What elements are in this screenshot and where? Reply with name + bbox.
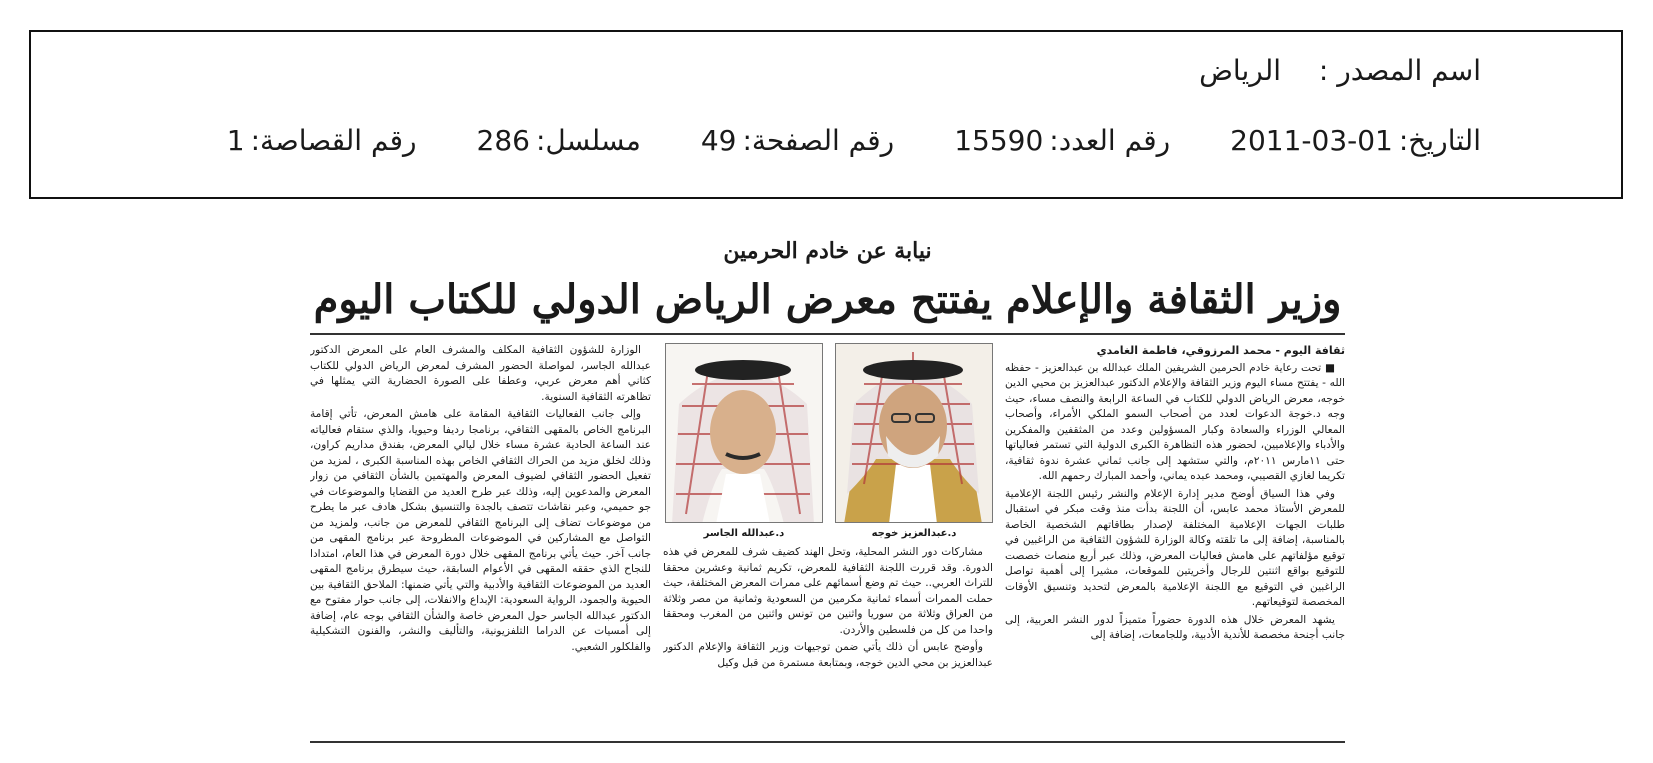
portrait-photo-jasser bbox=[665, 343, 823, 523]
paragraph: الوزارة للشؤون الثقافية المكلف والمشرف العام على المعرض الدكتور عبدالله الجاسر، لمواصلة الحضور المشرف لمعرض الرياض الدولي للكتاب كثاني أهم معرض عربي، وعطفا على الصورة الحضارية التي يمثلها في تظاهرته الثقافية السنوية. bbox=[310, 344, 651, 403]
paragraph: وإلى جانب الفعاليات الثقافية المقامة على هامش المعرض، تأتي إقامة البرنامج الخاص بالمقهى الثقافي، برنامجا رديفا وحيويا، والذي ستقام فعالياته عند الساعة الحادية عشرة مساء خلال ليالي المعرض، بفندق مداريم كراون، وذلك لخلق مزيد من الحراك الثقافي الخاص بهذه المناسبة الكبرى ، لمزيد من تفعيل الحضور الثقافي لضيوف المعرض والمهتمين بالشأن الثقافي من زوار المعرض والمدعوين إليه، وذلك عبر طرح العديد من القضايا والموضوعات في جو حميمي، وعبر نقاشات تتصف بالجدة والتنسيق بشكل هادف عبر ما يطرح من موضوعات تضاف إلى البرنامج الثقافي للمعرض من جانب، ولمزيد من التواصل مع المشاركين في الموضوعات المطروحة عبر برنامج المقهى من جانب آخر. حيث يأتي برنامج المقهى خلال دورة المعرض في هذا العام، امتدادا للنجاح الذي حققه المقهى في الأعوام السابقة، حيث سيطرق برنامج المقهى العديد من الموضوعات الثقافية والأدبية والتي يأتي ضمنها: الملاحق الثقافية بين الحيوية والجمود، الرواية السعودية: الإبداع والانفلات، إلى جانب حوار مفتوح مع الدكتور عبدالله الجاسر حول المعرض خاصة والشأن الثقافي بوجه عام، إضافة إلى أمسيات عن الدراما التلفزيونية، والتأليف والنشر، والفنون التشكيلية والفلكلور الشعبي. bbox=[310, 408, 651, 653]
page-label: رقم الصفحة: bbox=[742, 124, 895, 157]
paragraph: ■ تحت رعاية خادم الحرمين الشريفين الملك عبدالله بن عبدالعزيز - حفظه الله - يفتتح مساء اليوم وزير الثقافة والإعلام الدكتور عبدالعزيز بن محيي الدين خوجه، معرض الرياض الدولي للكتاب في الساعة الرابعة والنصف مساء، حيث وجه د.خوجة الدعوات لعدد من أصحاب السمو الملكي الأمراء، وأصحاب المعالي الوزراء والسعادة وكبار المسؤولين وعدد من المثقفين والمفكرين والأدباء والإعلاميين، لحضور هذه التظاهرة الكبرى الدولية التي تستمر فعالياتها حتى ١١مارس ٢٠١١م، والتي ستشهد إلى جانب ثماني عشرة ندوة ثقافية، تكريما لغازي القصيبي، ومحمد عبده يماني، وأحمد المبارك رحمهم الله. bbox=[1005, 361, 1345, 482]
date-pair bbox=[1230, 124, 1481, 157]
issue-value: 15590 bbox=[954, 124, 1044, 157]
page-value: 49 bbox=[700, 124, 737, 157]
photo-caption-khoja: د.عبدالعزيز خوجه bbox=[871, 528, 957, 539]
source-metadata-box bbox=[29, 30, 1623, 199]
metadata-line bbox=[227, 124, 1481, 157]
paragraph: وفي هذا السياق أوضح مدير إدارة الإعلام والنشر رئيس اللجنة الإعلامية للمعرض الأستاذ محمد عابس، أن اللجنة بدأت منذ وقت مبكر في استقبال طلبات الجهات الإعلامية المختلفة لإصدار بطاقاتهم الشخصية الخاصة بالمناسبة، إضافة إلى ما تلقته وكالة الوزارة للشؤون الثقافية من الراغبين في توقيع مؤلفاتهم على هامش فعاليات المعرض، وذلك عبر أربع منصات خصصت للتوقيع بواقع اثنتين للرجال وأخريتين للموقعات، مشيرا إلى أهمية تواصل الراغبين في التوقيع مع اللجنة الإعلامية بالمعرض لتحديد وتنسيق الأوقات المخصصة لتوقيعاتهم. bbox=[1005, 487, 1345, 608]
headline-divider bbox=[310, 333, 1345, 335]
source-line bbox=[1199, 54, 1481, 87]
portrait-jasser-image bbox=[665, 344, 822, 523]
article-column-left bbox=[310, 343, 651, 738]
paragraph: وأوضح عابس أن ذلك يأتي ضمن توجيهات وزير الثقافة والإعلام الدكتور عبدالعزيز بن محي الدين خوجه، وبمتابعة مستمرة من قبل وكيل bbox=[663, 641, 993, 669]
paragraph: يشهد المعرض خلال هذه الدورة حضوراً متميزاً لدور النشر العربية، إلى جانب أجنحة مخصصة للأندية الأدبية، وللجامعات، إضافة إلى bbox=[1005, 613, 1345, 641]
article-kicker: نيابة عن خادم الحرمين bbox=[723, 238, 932, 264]
portrait-photo-khoja bbox=[835, 343, 993, 523]
serial-value: 286 bbox=[476, 124, 530, 157]
photo-caption-jasser: د.عبدالله الجاسر bbox=[703, 528, 785, 539]
issue-label: رقم العدد: bbox=[1049, 124, 1171, 157]
article-column-middle bbox=[663, 343, 993, 738]
clip-pair bbox=[227, 124, 417, 157]
newspaper-clipping bbox=[310, 238, 1345, 753]
page-pair bbox=[701, 124, 894, 157]
source-label: اسم المصدر : bbox=[1318, 54, 1481, 87]
paragraph: مشاركات دور النشر المحلية، وتحل الهند كضيف شرف للمعرض في هذه الدورة. وقد قررت اللجنة الثقافية للمعرض، تكريم ثمانية وعشرين محققا للتراث العربي.. حيث تم وضع أسمائهم على ممرات المعرض المختلفة، حيث حملت الممرات أسماء ثمانية مكرمين من السعودية وثمانية من مصر وثلاثة من العراق وثلاثة من سوريا واثنين من تونس واثنين من المغرب ومحققا واحدا من كل من فلسطين والأردن. bbox=[663, 546, 993, 636]
bottom-divider bbox=[310, 741, 1345, 743]
date-value: 2011-03-01 bbox=[1230, 124, 1393, 157]
photo-group bbox=[663, 343, 993, 543]
serial-label: مسلسل: bbox=[535, 124, 641, 157]
article-headline: وزير الثقافة والإعلام يفتتح معرض الرياض الدولي للكتاب اليوم bbox=[313, 276, 1342, 323]
clip-value: 1 bbox=[226, 124, 245, 157]
issue-pair bbox=[954, 124, 1170, 157]
date-label: التاريخ: bbox=[1398, 124, 1481, 157]
serial-pair bbox=[477, 124, 641, 157]
middle-column-text bbox=[663, 545, 993, 738]
portrait-khoja-image bbox=[835, 344, 992, 523]
clip-label: رقم القصاصة: bbox=[250, 124, 417, 157]
article-column-right bbox=[1005, 343, 1345, 738]
source-value: الرياض bbox=[1199, 54, 1281, 87]
article-byline: ثقافة اليوم - محمد المرزوقي، فاطمة الغامدي bbox=[1096, 344, 1345, 357]
